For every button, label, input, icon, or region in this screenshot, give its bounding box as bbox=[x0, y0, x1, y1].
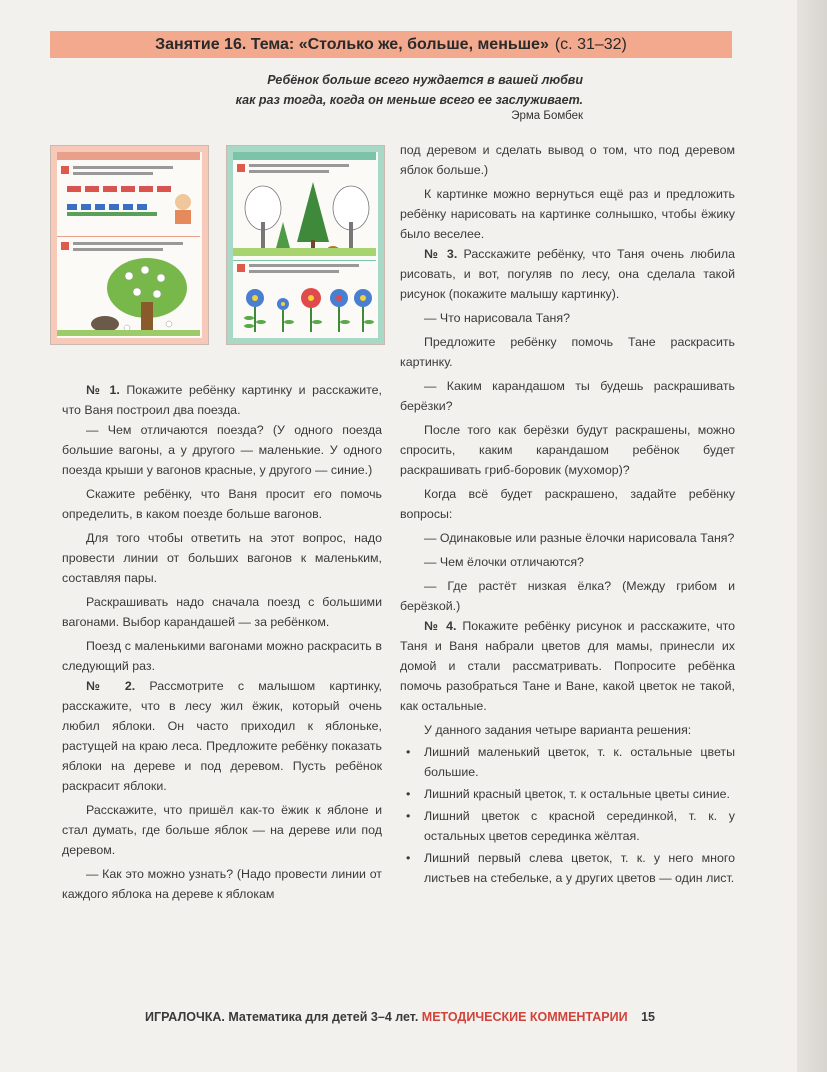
lesson-header bbox=[50, 31, 732, 58]
trains-and-apple-tree-illustration bbox=[57, 152, 200, 336]
paragraph: под деревом и сделать вывод о том, что под деревом яблок больше.) bbox=[400, 143, 735, 177]
book-title: ИГРАЛОЧКА. Математика для детей 3–4 лет. bbox=[145, 1010, 419, 1024]
page-footer bbox=[145, 1010, 735, 1024]
solution-list bbox=[400, 742, 735, 888]
paragraph bbox=[400, 616, 735, 716]
paragraph: — Что нарисовала Таня? bbox=[424, 311, 570, 325]
lesson-pages: (с. 31–32) bbox=[554, 35, 627, 53]
exercise-number: № 4. bbox=[424, 619, 457, 633]
lesson-title: Занятие 16. Тема: «Столько же, больше, меньше» bbox=[155, 35, 549, 53]
paragraph: К картинке можно вернуться ещё раз и предложить ребёнку нарисовать на картинке солнышко, чтобы ёжику было веселее. bbox=[400, 187, 735, 241]
page-number: 15 bbox=[641, 1010, 656, 1024]
paragraph bbox=[400, 244, 735, 304]
paragraph: Предложите ребёнку помочь Тане раскрасить картинку. bbox=[400, 335, 735, 369]
paragraph: Расскажите, что пришёл как-то ёжик к яблоне и стал думать, где больше яблок — на дереве или под деревом. bbox=[62, 803, 382, 857]
paragraph: Для того чтобы ответить на этот вопрос, надо провести линии от больших вагонов к маленьким, составляя пары. bbox=[62, 531, 382, 585]
workbook-page-thumbnail-31 bbox=[50, 145, 209, 345]
paragraph-text: Покажите ребёнку рисунок и расскажите, что Таня и Ваня набрали цветов для мамы, принесли их домой и стали рассматривать. Попросите ребёнка помочь разобраться Тане и Ване, какой цветок не такой, как остальные. bbox=[400, 619, 735, 713]
epigraph bbox=[236, 70, 583, 110]
exercise-number: № 2. bbox=[86, 679, 136, 693]
paragraph bbox=[62, 380, 382, 420]
epigraph-author: Эрма Бомбек bbox=[511, 110, 583, 122]
list-item: • Лишний маленький цветок, т. к. остальные цветы большие. bbox=[400, 742, 735, 782]
right-text-column bbox=[400, 140, 735, 888]
paragraph: — Одинаковые или разные ёлочки нарисовала Таня? bbox=[424, 531, 735, 545]
list-item: • Лишний первый слева цветок, т. к. у него много листьев на стебельке, а у других цветов — один лист. bbox=[400, 848, 735, 888]
list-item: • Лишний цветок с красной серединкой, т. к. у остальных цветов серединка жёлтая. bbox=[400, 806, 735, 846]
paragraph-text: Рассмотрите с малышом картинку, расскажите, что в лесу жил ёжик, который очень любил яблоки. Он часто приходил к яблоньке, растущей на краю леса. Предложите ребёнку показать яблоки на дереве и под деревом. Пусть ребёнок раскрасит яблоки. bbox=[62, 679, 382, 793]
paragraph-text: Покажите ребёнку картинку и расскажите, что Ваня построил два поезда. bbox=[62, 383, 382, 417]
paragraph: — Где растёт низкая ёлка? (Между грибом и берёзкой.) bbox=[400, 579, 735, 613]
paragraph: Когда всё будет раскрашено, задайте ребёнку вопросы: bbox=[400, 487, 735, 521]
paragraph: — Чем отличаются поезда? (У одного поезда большие вагоны, а у другого — маленькие. У одного поезда крыши у вагонов красные, у другого — синие.) bbox=[62, 423, 382, 477]
workbook-page-thumbnail-32 bbox=[226, 145, 385, 345]
paragraph: После того как берёзки будут раскрашены, можно спросить, каким карандашом ребёнок будет раскрашивать гриб-боровик (мухомор)? bbox=[400, 423, 735, 477]
epigraph-line-1: Ребёнок больше всего нуждается в вашей любви bbox=[267, 73, 583, 87]
forest-and-flowers-illustration bbox=[233, 152, 376, 336]
paragraph: У данного задания четыре варианта решения: bbox=[424, 723, 692, 737]
paragraph-text: Расскажите ребёнку, что Таня очень любила рисовать, и вот, погуляв по лесу, она сделала такой рисунок (покажите малышу картинку). bbox=[400, 247, 735, 301]
paragraph: — Каким карандашом ты будешь раскрашивать берёзки? bbox=[400, 379, 735, 413]
epigraph-line-2: как раз тогда, когда он меньше всего ее заслуживает. bbox=[235, 93, 583, 107]
page-edge-shadow bbox=[797, 0, 827, 1072]
paragraph: Раскрашивать надо сначала поезд с большими вагонами. Выбор карандашей — за ребёнком. bbox=[62, 595, 382, 629]
paragraph: — Как это можно узнать? (Надо провести линии от каждого яблока на дереве к яблокам bbox=[62, 867, 382, 901]
exercise-number: № 1. bbox=[86, 383, 120, 397]
exercise-number: № 3. bbox=[424, 247, 458, 261]
left-text-column bbox=[62, 380, 382, 904]
section-title: МЕТОДИЧЕСКИЕ КОММЕНТАРИИ bbox=[421, 1010, 628, 1024]
paragraph: — Чем ёлочки отличаются? bbox=[424, 555, 584, 569]
paragraph: Поезд с маленькими вагонами можно раскрасить в следующий раз. bbox=[62, 639, 382, 673]
paragraph: Скажите ребёнку, что Ваня просит его помочь определить, в каком поезде больше вагонов. bbox=[62, 487, 382, 521]
list-item: • Лишний красный цветок, т. к остальные цветы синие. bbox=[400, 784, 735, 804]
paragraph bbox=[62, 676, 382, 796]
